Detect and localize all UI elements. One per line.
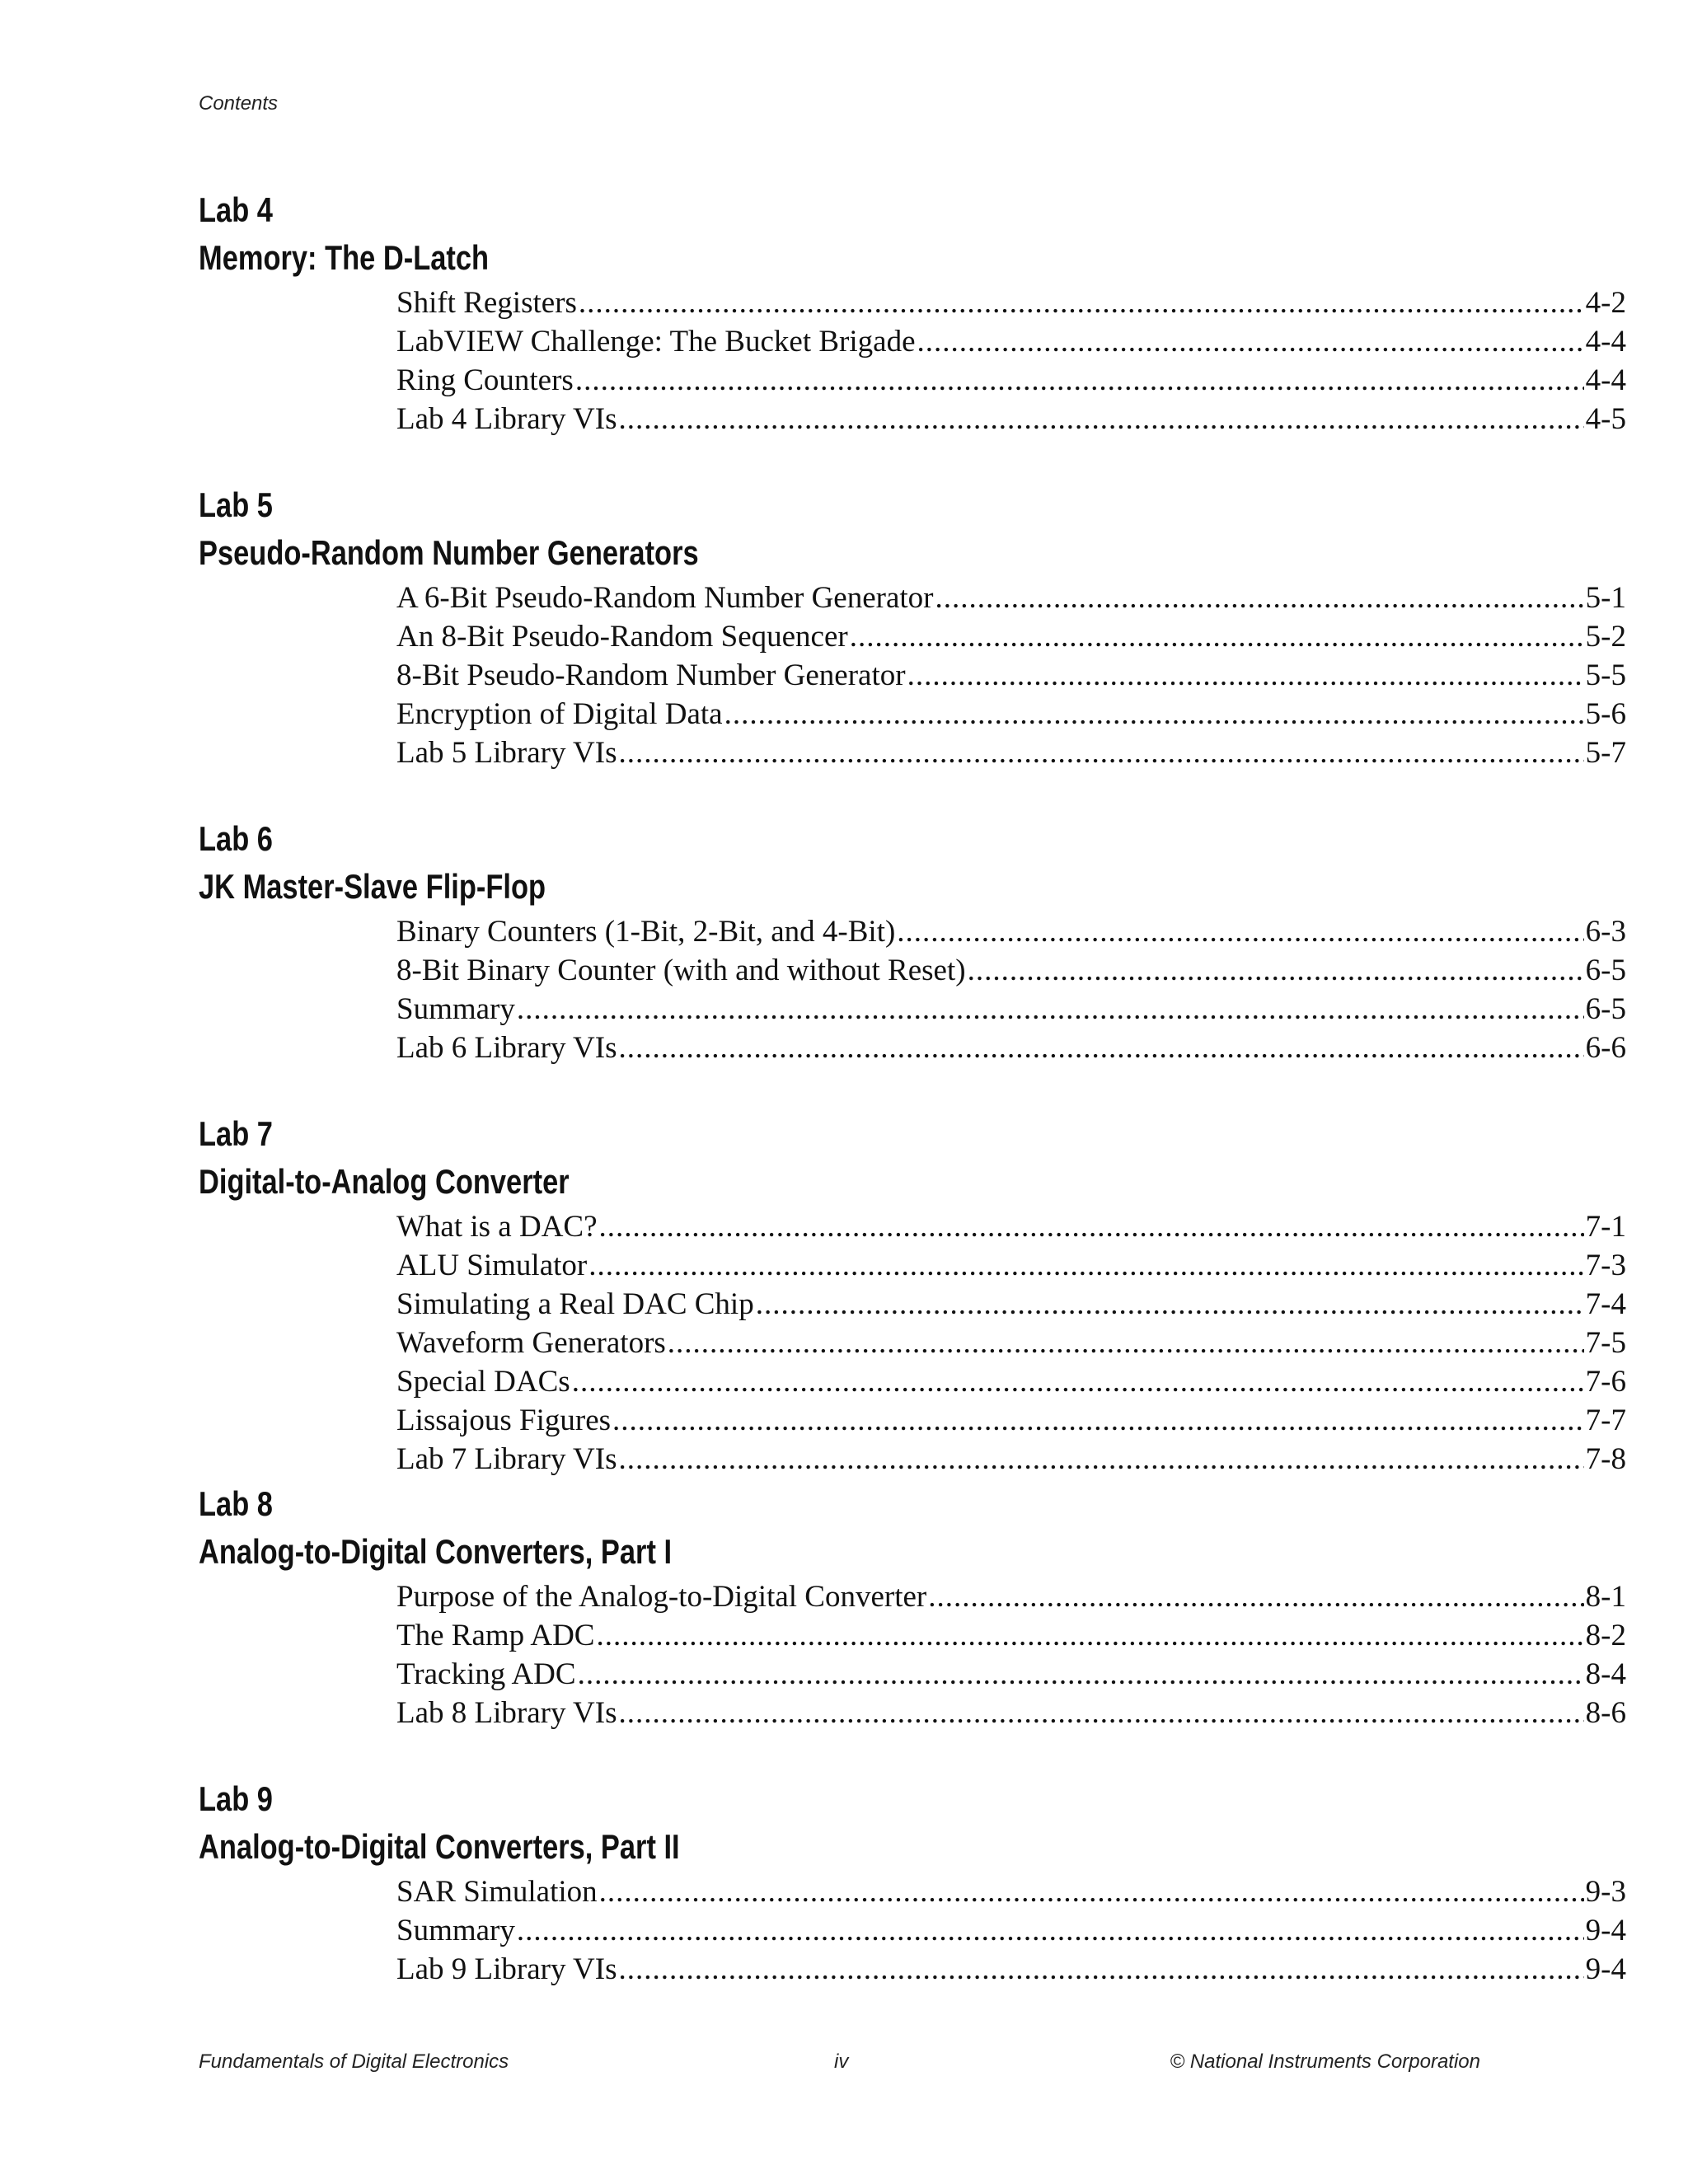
toc-entry[interactable] <box>396 1246 1626 1285</box>
toc-entry[interactable] <box>396 284 1626 322</box>
entry-page: 8-2 <box>1585 1619 1626 1652</box>
entry-page: 8-6 <box>1585 1696 1626 1730</box>
dot-leader <box>917 322 1584 361</box>
lab-title: Digital-to-Analog Converter <box>199 1162 570 1201</box>
toc-section-lab-4 <box>199 186 1626 438</box>
entry-page: 7-5 <box>1585 1326 1626 1360</box>
entry-title: Lab 4 Library VIs <box>396 402 617 436</box>
entry-title: An 8-Bit Pseudo-Random Sequencer <box>396 620 848 654</box>
entry-title: Tracking ADC <box>396 1657 576 1691</box>
footer-copyright: © National Instruments Corporation <box>1170 2050 1480 2073</box>
entry-title: Encryption of Digital Data <box>396 697 723 731</box>
dot-leader <box>850 617 1584 656</box>
entry-page: 9-3 <box>1585 1875 1626 1909</box>
lab-number: Lab 5 <box>199 485 273 524</box>
lab-title: Analog-to-Digital Converters, Part I <box>199 1532 673 1571</box>
toc-section-lab-9 <box>199 1775 1626 1989</box>
dot-leader <box>756 1285 1584 1324</box>
entry-page: 6-3 <box>1585 915 1626 949</box>
toc-entry[interactable] <box>396 1440 1626 1479</box>
dot-leader <box>668 1324 1584 1362</box>
entry-page: 5-5 <box>1585 658 1626 692</box>
entry-title: Simulating a Real DAC Chip <box>396 1287 754 1321</box>
toc-entry[interactable] <box>396 1362 1626 1401</box>
toc-section-lab-8 <box>199 1480 1626 1732</box>
dot-leader <box>619 1440 1584 1479</box>
entry-title: What is a DAC? <box>396 1210 598 1244</box>
dot-leader <box>724 695 1584 733</box>
toc-entry[interactable] <box>396 1401 1626 1440</box>
toc-entry[interactable] <box>396 322 1626 361</box>
entry-page: 4-5 <box>1585 402 1626 436</box>
toc-entries <box>396 1207 1626 1479</box>
toc-entries <box>396 912 1626 1067</box>
toc-entry[interactable] <box>396 361 1626 400</box>
toc-entry[interactable] <box>396 1207 1626 1246</box>
entry-title: The Ramp ADC <box>396 1619 595 1652</box>
toc-entry[interactable] <box>396 1872 1626 1911</box>
lab-title: Pseudo-Random Number Generators <box>199 533 699 572</box>
toc-entry[interactable] <box>396 1911 1626 1950</box>
dot-leader <box>596 1616 1583 1655</box>
entry-title: A 6-Bit Pseudo-Random Number Generator <box>396 581 934 615</box>
running-head: Contents <box>199 92 279 115</box>
toc-entry[interactable] <box>396 1694 1626 1732</box>
lab-title: JK Master-Slave Flip-Flop <box>199 867 546 906</box>
entry-page: 9-4 <box>1585 1952 1626 1986</box>
entry-page: 7-1 <box>1585 1210 1626 1244</box>
toc-entry[interactable] <box>396 400 1626 438</box>
dot-leader <box>612 1401 1584 1440</box>
dot-leader <box>578 1655 1584 1694</box>
lab-number: Lab 8 <box>199 1484 273 1523</box>
entry-page: 6-5 <box>1585 992 1626 1026</box>
entry-title: Lab 5 Library VIs <box>396 736 617 770</box>
toc-entries <box>396 1872 1626 1989</box>
lab-title: Memory: The D-Latch <box>199 238 490 277</box>
dot-leader <box>517 990 1584 1029</box>
toc-section-lab-5 <box>199 481 1626 772</box>
entry-title: ALU Simulator <box>396 1249 588 1282</box>
entry-title: LabVIEW Challenge: The Bucket Brigade <box>396 325 916 359</box>
footer-page-number: iv <box>834 2050 849 2073</box>
toc-entries <box>396 579 1626 772</box>
entry-title: Shift Registers <box>396 286 577 320</box>
dot-leader <box>619 400 1584 438</box>
entry-page: 5-7 <box>1585 736 1626 770</box>
entry-title: Lab 6 Library VIs <box>396 1031 617 1065</box>
toc-entry[interactable] <box>396 1616 1626 1655</box>
dot-leader <box>575 361 1584 400</box>
dot-leader <box>928 1577 1583 1616</box>
entry-title: 8-Bit Binary Counter (with and without Reset) <box>396 954 966 987</box>
toc-entry[interactable] <box>396 695 1626 733</box>
toc-entry[interactable] <box>396 990 1626 1029</box>
toc-entry[interactable] <box>396 1324 1626 1362</box>
lab-title: Analog-to-Digital Converters, Part II <box>199 1827 680 1866</box>
entry-page: 5-1 <box>1585 581 1626 615</box>
entry-title: SAR Simulation <box>396 1875 598 1909</box>
footer-book-title: Fundamentals of Digital Electronics <box>199 2050 509 2073</box>
toc-entry[interactable] <box>396 579 1626 617</box>
dot-leader <box>935 579 1584 617</box>
toc-entry[interactable] <box>396 951 1626 990</box>
lab-number: Lab 9 <box>199 1779 273 1818</box>
entry-page: 5-2 <box>1585 620 1626 654</box>
entry-page: 7-4 <box>1585 1287 1626 1321</box>
lab-number: Lab 7 <box>199 1114 273 1153</box>
toc-entry[interactable] <box>396 1285 1626 1324</box>
dot-leader <box>897 912 1583 951</box>
dot-leader <box>599 1207 1584 1246</box>
entry-page: 4-4 <box>1585 325 1626 359</box>
dot-leader <box>619 1029 1584 1067</box>
dot-leader <box>588 1246 1583 1285</box>
entry-page: 7-8 <box>1585 1442 1626 1476</box>
entry-title: Lab 9 Library VIs <box>396 1952 617 1986</box>
entry-page: 4-2 <box>1585 286 1626 320</box>
lab-number: Lab 6 <box>199 819 273 858</box>
toc-entries <box>396 1577 1626 1732</box>
dot-leader <box>619 733 1584 772</box>
entry-title: Lab 8 Library VIs <box>396 1696 617 1730</box>
lab-number: Lab 4 <box>199 190 273 229</box>
entry-title: Special DACs <box>396 1365 570 1399</box>
entry-page: 6-5 <box>1585 954 1626 987</box>
dot-leader <box>579 284 1584 322</box>
toc-entry[interactable] <box>396 1577 1626 1616</box>
entry-title: 8-Bit Pseudo-Random Number Generator <box>396 658 906 692</box>
toc-section-lab-7 <box>199 1110 1626 1479</box>
entry-page: 7-6 <box>1585 1365 1626 1399</box>
entry-title: Lissajous Figures <box>396 1404 612 1437</box>
toc-entry[interactable] <box>396 912 1626 951</box>
dot-leader <box>572 1362 1584 1401</box>
entry-title: Ring Counters <box>396 363 574 397</box>
entry-page: 4-4 <box>1585 363 1626 397</box>
entry-page: 9-4 <box>1585 1914 1626 1947</box>
entry-page: 6-6 <box>1585 1031 1626 1065</box>
table-of-contents <box>199 186 1626 2032</box>
entry-page: 8-1 <box>1585 1580 1626 1614</box>
dot-leader <box>619 1694 1584 1732</box>
dot-leader <box>907 656 1584 695</box>
toc-entry[interactable] <box>396 1655 1626 1694</box>
entry-page: 5-6 <box>1585 697 1626 731</box>
toc-section-lab-6 <box>199 815 1626 1067</box>
toc-entry[interactable] <box>396 1029 1626 1067</box>
entry-title: Binary Counters (1-Bit, 2-Bit, and 4-Bit) <box>396 915 896 949</box>
dot-leader <box>599 1872 1584 1911</box>
toc-entries <box>396 284 1626 438</box>
toc-entry[interactable] <box>396 656 1626 695</box>
dot-leader <box>517 1911 1584 1950</box>
entry-title: Waveform Generators <box>396 1326 666 1360</box>
entry-title: Summary <box>396 992 515 1026</box>
toc-entry[interactable] <box>396 617 1626 656</box>
entry-title: Lab 7 Library VIs <box>396 1442 617 1476</box>
toc-entry[interactable] <box>396 1950 1626 1989</box>
entry-page: 7-7 <box>1585 1404 1626 1437</box>
entry-page: 7-3 <box>1585 1249 1626 1282</box>
dot-leader <box>968 951 1584 990</box>
dot-leader <box>619 1950 1584 1989</box>
entry-title: Summary <box>396 1914 515 1947</box>
toc-entry[interactable] <box>396 733 1626 772</box>
entry-page: 8-4 <box>1585 1657 1626 1691</box>
entry-title: Purpose of the Analog-to-Digital Converter <box>396 1580 927 1614</box>
